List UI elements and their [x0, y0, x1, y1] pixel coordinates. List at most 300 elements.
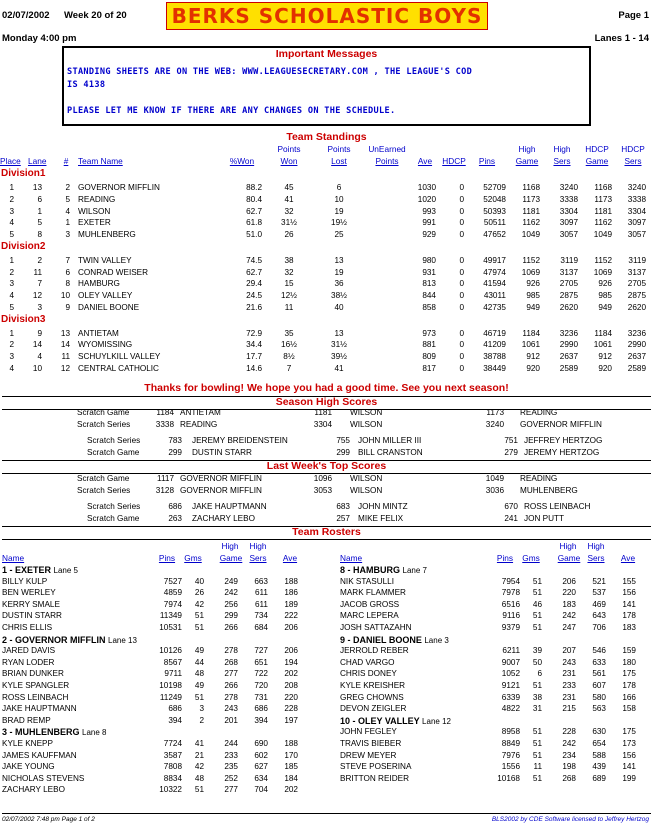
player-stat: 4822 [501, 704, 520, 714]
player-stat: 188 [284, 739, 298, 748]
score-name: JOHN MILLER III [358, 436, 422, 445]
score-label: Scratch Series [77, 485, 131, 495]
standings-cell: 5 [9, 230, 14, 239]
score-value: 686 [168, 502, 182, 511]
standings-cell: 1 [9, 328, 14, 338]
standings-cell: 52048 [483, 194, 506, 204]
score-label: Scratch Game [77, 474, 130, 483]
standings-cell: 1069 [521, 267, 540, 277]
player-stat: 51 [194, 623, 204, 632]
player-stat: 627 [254, 762, 268, 772]
player-name: GREG CHOWNS [340, 692, 404, 702]
standings-cell: 8 [65, 279, 70, 289]
score-value: 1096 [313, 474, 332, 483]
standings-cell: 0 [459, 363, 464, 373]
player-stat: 189 [284, 599, 298, 609]
thanks-message: Thanks for bowling! We hope you had a good time. See you next season! [144, 382, 509, 394]
player-stat: 183 [562, 599, 576, 609]
standings-cell: 809 [422, 352, 436, 361]
player-stat: 6516 [501, 599, 520, 609]
player-name: JOSH SATTAZAHN [340, 623, 412, 632]
team-lane: Lane 12 [422, 716, 451, 726]
player-name: KYLE KREISHER [340, 681, 406, 690]
standings-cell: 3304 [559, 206, 578, 216]
player-stat: 206 [284, 646, 298, 656]
standings-cell: 14 [32, 340, 42, 350]
standings-cell: 1181 [522, 206, 540, 216]
player-stat: 207 [562, 646, 576, 656]
standings-cell: 4 [65, 206, 70, 216]
standings-row [0, 351, 653, 363]
player-stat: 651 [254, 657, 268, 667]
division-name: Division2 [1, 240, 46, 252]
player-stat: 11249 [159, 692, 182, 702]
standings-cell: 2990 [627, 340, 646, 350]
player-stat: 178 [622, 611, 636, 621]
player-stat: 51 [194, 785, 204, 795]
player-stat: 51 [532, 576, 542, 586]
standings-cell: 1061 [521, 340, 540, 350]
score-name: JEREMY HERTZOG [524, 447, 600, 457]
player-stat: 184 [284, 773, 298, 783]
player-stat: 706 [592, 623, 606, 632]
standings-cell: 11 [284, 302, 294, 312]
player-name: BRIAN DUNKER [2, 669, 64, 679]
standings-cell: 29.4 [246, 279, 262, 289]
standings-cell: 926 [598, 279, 612, 289]
team-name: 3 - MUHLENBERG [2, 727, 80, 738]
standings-cell: 10 [32, 363, 42, 373]
score-value: 3240 [485, 419, 504, 429]
standings-cell: 62.7 [246, 267, 262, 277]
standings-cell: 43011 [483, 291, 506, 300]
roster-column-header: High [221, 541, 239, 551]
standings-cell: 1030 [417, 183, 436, 192]
standings-cell: 920 [598, 363, 612, 373]
standings-cell: 2 [9, 267, 14, 277]
score-value: 1117 [157, 474, 174, 483]
standings-cell: 881 [422, 340, 436, 350]
player-stat: 469 [592, 599, 606, 609]
standings-cell: 49917 [483, 255, 506, 265]
standings-cell: HAMBURG [78, 279, 120, 289]
standings-cell: 973 [422, 328, 436, 338]
score-name: JON PUTT [524, 513, 565, 523]
player-name: NICHOLAS STEVENS [2, 773, 85, 783]
standings-cell: 2 [65, 183, 70, 192]
player-stat: 8567 [163, 657, 182, 667]
player-stat: 175 [622, 727, 636, 737]
player-stat: 159 [622, 646, 636, 656]
footer-right: BLS2002 by CDE Software licensed to Jeffrey Hertzog [491, 816, 649, 823]
standings-cell: 0 [459, 340, 464, 350]
player-stat: 643 [592, 611, 606, 621]
player-stat: 686 [254, 704, 268, 714]
standings-cell: 3338 [627, 194, 646, 204]
player-stat: 10198 [159, 681, 182, 690]
player-stat: 42 [194, 599, 204, 609]
roster-team-name [2, 635, 137, 645]
standings-cell: 74.5 [246, 255, 262, 265]
column-header: Pins [478, 156, 496, 166]
standings-cell: 12 [60, 363, 70, 373]
player-stat: 185 [284, 762, 298, 772]
standings-cell: 1184 [594, 328, 612, 338]
player-stat: 277 [224, 785, 238, 795]
player-stat: 180 [622, 657, 636, 667]
player-stat: 7974 [163, 599, 182, 609]
standings-cell: 5 [37, 218, 42, 228]
player-stat: 720 [254, 681, 268, 690]
player-stat: 521 [592, 576, 606, 586]
roster-column-header: Gms [184, 553, 202, 563]
player-stat: 206 [562, 576, 576, 586]
player-stat: 197 [284, 715, 298, 725]
player-stat: 242 [224, 588, 238, 598]
standings-cell: 5 [65, 194, 70, 204]
player-stat: 155 [622, 576, 636, 586]
standings-cell: DANIEL BOONE [78, 302, 140, 312]
score-name: WILSON [350, 408, 383, 417]
column-header-top: HDCP [621, 144, 645, 154]
standings-cell: 985 [598, 291, 612, 300]
roster-column-header: High [559, 541, 577, 551]
standings-cell: 40 [334, 302, 344, 312]
player-stat: 611 [254, 588, 268, 598]
standings-cell: 5 [9, 302, 14, 312]
score-value: 3036 [485, 485, 504, 495]
player-stat: 175 [622, 669, 636, 679]
standings-cell: 3 [65, 230, 70, 239]
standings-cell: 1 [65, 218, 70, 228]
standings-cell: 3119 [628, 255, 646, 265]
standings-cell: 2637 [559, 352, 578, 361]
standings-cell: 1 [37, 206, 42, 216]
player-stat: 8849 [501, 739, 520, 748]
player-name: DREW MEYER [340, 750, 397, 760]
standings-cell: 51.0 [246, 230, 262, 239]
player-stat: 51 [194, 692, 204, 702]
player-stat: 11 [533, 762, 542, 772]
standings-cell: 4 [9, 218, 14, 228]
week-label: Week 20 of 20 [64, 10, 127, 21]
player-stat: 242 [562, 611, 576, 621]
roster-column-header: High [249, 541, 267, 551]
standings-cell: 931 [422, 267, 436, 277]
day-time: Monday 4:00 pm [2, 33, 77, 44]
standings-row [0, 229, 653, 241]
standings-cell: 2620 [627, 302, 646, 312]
season-high-heading: Season High Scores [275, 396, 378, 408]
standings-cell: 3 [9, 279, 14, 289]
player-stat: 178 [622, 681, 636, 690]
player-stat: 228 [284, 704, 298, 714]
standings-cell: 80.4 [246, 194, 262, 204]
standings-cell: 985 [526, 291, 540, 300]
score-name: GOVERNOR MIFFLIN [180, 485, 262, 495]
standings-cell: 32 [284, 206, 294, 216]
player-stat: 633 [592, 657, 606, 667]
player-stat: 9711 [164, 669, 182, 679]
player-stat: 704 [254, 785, 268, 795]
score-value: 263 [168, 513, 182, 523]
standings-row [0, 182, 653, 194]
column-header: # [63, 156, 69, 166]
footer-divider [2, 813, 651, 814]
roster-column-header: Ave [620, 553, 636, 563]
player-stat: 9007 [501, 657, 520, 667]
standings-cell: 1 [9, 183, 14, 192]
player-stat: 439 [592, 762, 606, 772]
standings-cell: 0 [459, 291, 464, 300]
report-date: 02/07/2002 [2, 10, 50, 21]
score-value: 299 [168, 447, 182, 457]
standings-cell: 1152 [522, 255, 540, 265]
standings-cell: 41594 [483, 279, 506, 289]
standings-cell: READING [78, 194, 116, 204]
roster-team-name [2, 565, 78, 575]
score-name: DUSTIN STARR [192, 447, 252, 457]
player-name: BILLY KULP [2, 576, 48, 586]
standings-cell: 0 [459, 328, 464, 338]
player-stat: 277 [224, 669, 238, 679]
player-stat: 222 [284, 611, 298, 621]
standings-cell: 3119 [560, 255, 578, 265]
player-stat: 630 [592, 727, 606, 737]
player-stat: 7978 [501, 588, 520, 598]
player-stat: 537 [592, 588, 606, 598]
player-stat: 9379 [501, 623, 520, 632]
player-stat: 9116 [502, 611, 520, 621]
standings-cell: 35 [284, 328, 294, 338]
player-stat: 41 [194, 739, 204, 748]
player-stat: 602 [254, 750, 268, 760]
standings-cell: 920 [526, 363, 540, 373]
score-value: 3128 [155, 485, 174, 495]
player-name: BRAD REMP [2, 715, 51, 725]
player-stat: 141 [622, 599, 636, 609]
standings-cell: 8 [37, 230, 42, 239]
standings-cell: 9 [37, 328, 42, 338]
score-value: 3304 [313, 419, 332, 429]
team-lane: Lane 5 [53, 566, 78, 575]
standings-cell: 0 [459, 183, 464, 192]
roster-column-header: Game [219, 553, 243, 563]
standings-row [0, 363, 653, 375]
player-stat: 3587 [163, 750, 182, 760]
column-header: Team Name [78, 156, 123, 166]
standings-cell: 42735 [483, 302, 506, 312]
standings-cell: 72.9 [246, 328, 262, 338]
player-name: STEVE POSERINA [340, 762, 412, 772]
player-name: CHRIS ELLIS [2, 623, 53, 632]
standings-cell: 0 [459, 206, 464, 216]
standings-cell: 993 [422, 206, 436, 216]
player-stat: 243 [224, 704, 238, 714]
column-header: Lane [28, 156, 47, 166]
standings-cell: 6 [65, 267, 70, 277]
player-stat: 394 [168, 715, 182, 725]
standings-cell: 980 [422, 255, 436, 265]
standings-cell: 12½ [281, 291, 297, 300]
standings-cell: 3 [9, 206, 14, 216]
standings-cell: 3 [9, 352, 14, 361]
standings-cell: 26 [284, 230, 294, 239]
player-stat: 215 [562, 704, 576, 714]
standings-cell: MUHLENBERG [78, 230, 136, 239]
team-lane: Lane 13 [108, 635, 137, 645]
player-name: JARED DAVIS [2, 646, 56, 656]
column-header-top: High [553, 144, 571, 154]
standings-cell: 2875 [559, 291, 578, 300]
message-line-1: STANDING SHEETS ARE ON THE WEB: WWW.LEAGUESECRETARY.COM , THE LEAGUE'S COD [67, 67, 473, 77]
standings-cell: 15 [284, 279, 294, 289]
player-stat: 51 [532, 681, 542, 690]
standings-cell: 13 [334, 255, 344, 265]
standings-cell: 1020 [417, 194, 436, 204]
standings-cell: 1168 [522, 183, 540, 192]
player-stat: 731 [254, 692, 268, 702]
player-stat: 607 [592, 681, 606, 690]
standings-cell: 2620 [559, 302, 578, 312]
player-stat: 563 [592, 704, 606, 714]
divider [2, 539, 651, 540]
standings-cell: 88.2 [246, 183, 262, 192]
standings-cell: 31½ [331, 340, 347, 350]
score-value: 241 [504, 513, 518, 523]
standings-cell: 3097 [627, 218, 646, 228]
player-stat: 634 [254, 773, 268, 783]
standings-cell: 0 [459, 352, 464, 361]
score-name: READING [520, 408, 558, 417]
score-value: 751 [504, 436, 518, 445]
score-value: 755 [336, 436, 350, 445]
rosters-heading: Team Rosters [292, 526, 361, 538]
player-stat: 141 [622, 762, 636, 772]
column-header: %Won [229, 156, 255, 166]
standings-cell: 3338 [559, 194, 578, 204]
player-stat: 51 [532, 727, 542, 737]
team-name: 9 - DANIEL BOONE [340, 634, 422, 645]
player-stat: 9121 [501, 681, 520, 690]
standings-cell: 3057 [559, 230, 578, 239]
lanes-label: Lanes 1 - 14 [594, 33, 649, 44]
standings-cell: 19½ [331, 218, 347, 228]
column-header: Place [0, 156, 21, 166]
player-stat: 206 [284, 623, 298, 632]
player-stat: 7724 [163, 739, 182, 748]
standings-cell: 3240 [559, 183, 578, 192]
standings-cell: 1049 [521, 230, 540, 239]
player-stat: 268 [562, 773, 576, 783]
player-stat: 266 [224, 681, 238, 690]
message-line-2: IS 4138 [67, 80, 106, 90]
player-stat: 49 [194, 646, 204, 656]
player-stat: 1052 [501, 669, 520, 679]
standings-cell: 912 [598, 352, 612, 361]
standings-cell: 47974 [483, 267, 506, 277]
player-stat: 10322 [159, 785, 182, 795]
column-header-top: Points [277, 144, 301, 154]
standings-cell: SCHUYLKILL VALLEY [78, 352, 161, 361]
score-value: 683 [336, 502, 350, 511]
standings-cell: 991 [422, 218, 436, 228]
player-stat: 156 [622, 750, 636, 760]
standings-cell: 2 [37, 255, 42, 265]
player-stat: 299 [224, 611, 238, 621]
player-name: TRAVIS BIEBER [340, 739, 402, 748]
division-name: Division1 [1, 168, 46, 179]
player-stat: 7976 [501, 750, 520, 760]
player-stat: 242 [562, 739, 576, 748]
player-name: RYAN LODER [2, 657, 55, 667]
column-header-top: HDCP [585, 144, 609, 154]
player-stat: 51 [532, 750, 542, 760]
roster-column-header: Name [2, 553, 25, 563]
column-header: Lost [331, 156, 347, 166]
player-name: NIK STASULLI [340, 576, 394, 586]
score-name: GOVERNOR MIFFLIN [520, 419, 602, 429]
standings-cell: 2705 [559, 279, 578, 289]
standings-cell: 3097 [559, 218, 578, 228]
division-name: Division3 [1, 313, 46, 325]
player-name: JAKE HAUPTMANN [2, 704, 77, 714]
standings-cell: 2 [9, 340, 14, 350]
standings-cell: 50511 [483, 218, 506, 228]
team-name: 2 - GOVERNOR MIFFLIN [2, 634, 106, 645]
standings-cell: 1181 [594, 206, 612, 216]
score-value: 3338 [155, 419, 174, 429]
player-name: BEN WERLEY [2, 588, 56, 598]
standings-cell: 1 [9, 255, 14, 265]
standings-cell: 17.7 [246, 352, 262, 361]
player-name: JAKE YOUNG [2, 762, 55, 772]
standings-cell: 3057 [627, 230, 646, 239]
league-title: BERKS SCHOLASTIC BOYS [166, 2, 488, 30]
player-stat: 233 [562, 681, 576, 690]
player-stat: 156 [622, 588, 636, 598]
player-name: MARC LEPERA [340, 611, 399, 621]
standings-cell: 929 [422, 230, 436, 239]
standings-cell: 4 [37, 352, 42, 361]
standings-cell: 1162 [522, 218, 540, 228]
player-stat: 194 [284, 657, 298, 667]
player-name: KYLE KNEPP [2, 739, 53, 748]
player-name: JERROLD REBER [340, 646, 409, 656]
score-name: WILSON [350, 419, 383, 429]
player-stat: 51 [532, 739, 542, 748]
standings-cell: WYOMISSING [78, 340, 133, 350]
roster-column-header: Game [557, 553, 581, 563]
standings-cell: 2 [9, 194, 14, 204]
score-value: 783 [168, 436, 182, 445]
standings-cell: 14.6 [246, 363, 262, 373]
standings-cell: 3240 [627, 183, 646, 192]
player-stat: 7954 [501, 576, 520, 586]
team-name: 1 - EXETER [2, 565, 52, 575]
player-stat: 50 [532, 657, 542, 667]
column-header-top: Points [327, 144, 351, 154]
team-lane: Lane 3 [424, 635, 449, 645]
player-stat: 6339 [501, 692, 520, 702]
standings-cell: 1162 [594, 218, 612, 228]
standings-cell: 6 [336, 183, 342, 192]
player-stat: 10531 [159, 623, 182, 632]
standings-cell: 926 [526, 279, 540, 289]
player-stat: 21 [194, 750, 204, 760]
roster-column-header: Pins [496, 553, 514, 563]
player-stat: 48 [194, 773, 204, 783]
